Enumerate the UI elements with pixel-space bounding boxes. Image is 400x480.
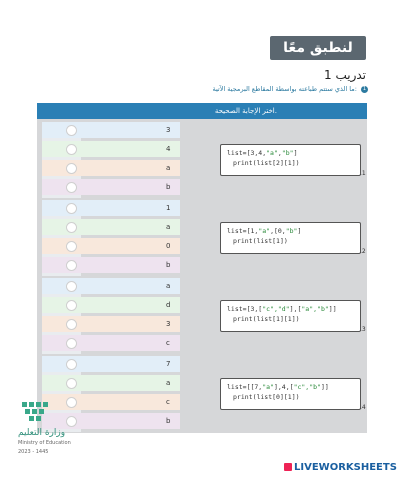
section-banner: لنطبق معًا <box>270 36 366 60</box>
ministry-name: وزارة التعليم <box>18 428 66 438</box>
question-group <box>37 122 367 198</box>
radio-button[interactable] <box>66 163 77 174</box>
ministry-english: Ministry of Education <box>18 440 71 446</box>
ministry-year: 2023 - 1445 <box>18 449 49 455</box>
code-token: "a" <box>258 227 271 235</box>
answer-option[interactable] <box>42 257 180 273</box>
answer-option[interactable] <box>42 335 180 351</box>
code-line: print(list[1][1]) <box>233 315 300 323</box>
option-label: a <box>166 223 171 231</box>
question-group-number: .2 <box>360 248 366 255</box>
code-token: ] <box>297 227 302 235</box>
code-token: "b" <box>281 149 294 157</box>
panel-header <box>37 103 367 119</box>
question-label: ما الذي ستتم طباعته بواسطة المقاطع البرمجية الآتية: <box>212 85 357 93</box>
answer-option[interactable] <box>42 297 180 313</box>
question-group-number: .1 <box>360 170 366 177</box>
option-label: a <box>166 379 171 387</box>
answer-option[interactable] <box>42 375 180 391</box>
question-group <box>37 200 367 276</box>
radio-button[interactable] <box>66 182 77 193</box>
code-line: print(list[2][1]) <box>233 159 300 167</box>
option-label: c <box>166 339 170 347</box>
code-box <box>220 378 361 410</box>
code-line <box>227 148 354 158</box>
radio-button[interactable] <box>66 300 77 311</box>
radio-button[interactable] <box>66 260 77 271</box>
question-group-number: .4 <box>360 404 366 411</box>
code-token: ],4,[ <box>273 383 294 391</box>
question-group-number: .3 <box>360 326 366 333</box>
answer-panel <box>37 103 367 433</box>
radio-button[interactable] <box>66 359 77 370</box>
option-label: 3 <box>166 126 171 134</box>
code-line <box>227 304 354 314</box>
code-token: list=[3,4, <box>227 149 267 157</box>
code-token: ],[ <box>289 305 302 313</box>
answer-option[interactable] <box>42 356 180 372</box>
option-label: d <box>166 301 171 309</box>
code-token: , <box>277 149 282 157</box>
question-group <box>37 278 367 354</box>
option-label: b <box>166 183 171 191</box>
radio-button[interactable] <box>66 144 77 155</box>
option-label: 0 <box>166 242 171 250</box>
code-token: ]] <box>320 383 329 391</box>
question-text <box>130 85 368 93</box>
code-token: "a","b" <box>301 305 329 313</box>
answer-option[interactable] <box>42 141 180 157</box>
code-token: ] <box>293 149 298 157</box>
liveworksheets-watermark[interactable] <box>284 462 397 473</box>
radio-button[interactable] <box>66 378 77 389</box>
radio-button[interactable] <box>66 222 77 233</box>
option-label: c <box>166 398 170 406</box>
radio-button[interactable] <box>66 203 77 214</box>
answer-option[interactable] <box>42 316 180 332</box>
answer-option[interactable] <box>42 200 180 216</box>
code-token: list=[1, <box>227 227 259 235</box>
radio-button[interactable] <box>66 241 77 252</box>
code-line <box>227 226 354 236</box>
panel-header-text: اختر الإجابة الصحيحة. <box>214 107 277 115</box>
code-box <box>220 222 361 254</box>
answer-option[interactable] <box>42 238 180 254</box>
option-label: b <box>166 261 171 269</box>
radio-button[interactable] <box>66 338 77 349</box>
option-label: b <box>166 417 171 425</box>
code-box <box>220 300 361 332</box>
answer-option[interactable] <box>42 219 180 235</box>
answer-option[interactable] <box>42 160 180 176</box>
code-token: "b" <box>285 227 298 235</box>
code-token: list=[[7, <box>227 383 263 391</box>
question-number: 1 <box>362 85 367 92</box>
radio-button[interactable] <box>66 319 77 330</box>
code-line: print(list[0][1]) <box>233 393 300 401</box>
code-token: ]] <box>328 305 337 313</box>
code-token: "c","d" <box>262 305 290 313</box>
code-token: list=[3,[ <box>227 305 263 313</box>
watermark-text: LIVEWORKSHEETS <box>294 462 397 473</box>
option-label: a <box>166 164 171 172</box>
code-line: print(list[1]) <box>233 237 288 245</box>
radio-button[interactable] <box>66 281 77 292</box>
option-label: 7 <box>166 360 171 368</box>
answer-option[interactable] <box>42 179 180 195</box>
code-box <box>220 144 361 176</box>
radio-button[interactable] <box>66 125 77 136</box>
answer-option[interactable] <box>42 122 180 138</box>
code-token: ,[0, <box>270 227 286 235</box>
option-label: 4 <box>166 145 171 153</box>
code-line <box>227 382 354 392</box>
liveworksheets-icon <box>284 463 292 471</box>
code-token: "a" <box>262 383 274 391</box>
code-token: "c","b" <box>293 383 321 391</box>
option-label: a <box>166 282 171 290</box>
option-label: 3 <box>166 320 171 328</box>
code-token: "a" <box>266 149 278 157</box>
answer-option[interactable] <box>42 278 180 294</box>
option-label: 1 <box>166 204 171 212</box>
exercise-title: تدريب 1 <box>323 68 366 82</box>
